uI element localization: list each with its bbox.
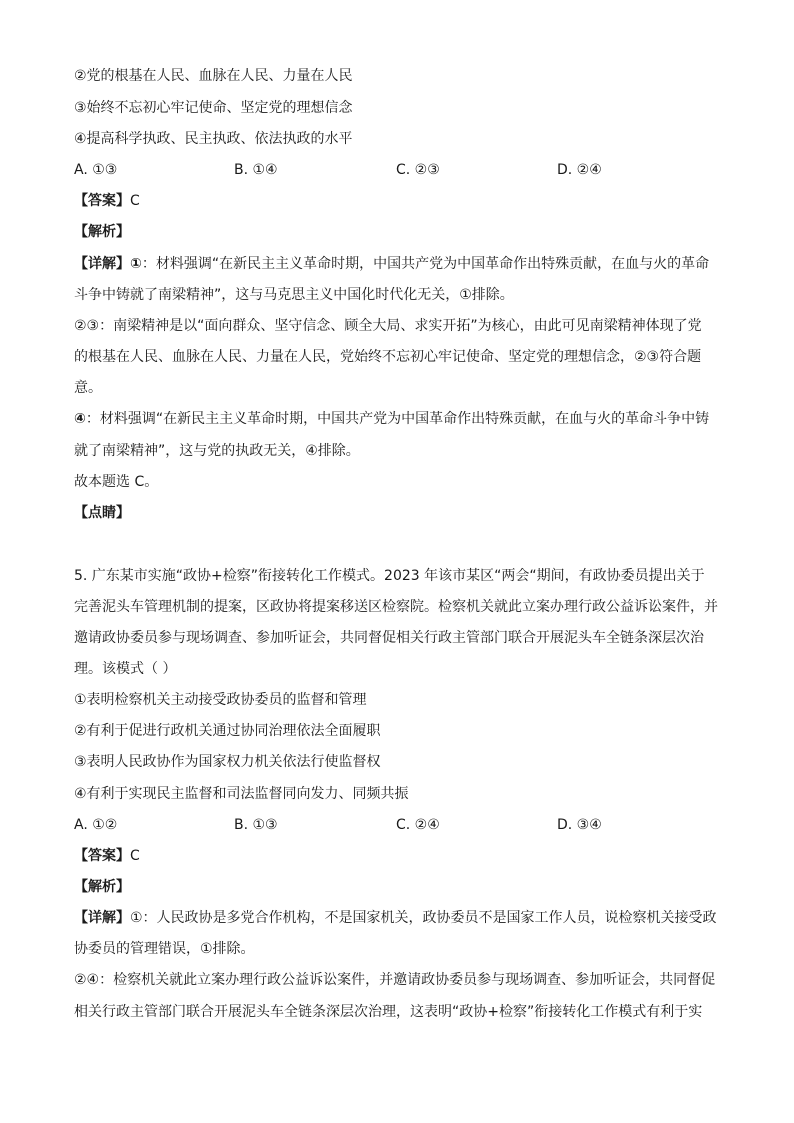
q5-detail-line-2: 协委员的管理错误，①排除。 [74,941,255,957]
q5-option-item-1: ①表明检察机关主动接受政协委员的监督和管理 [74,692,367,708]
q4-detail-line-3: ②③：南梁精神是以“面向群众、坚守信念、顾全大局、求实开拓”为核心，由此可见南梁精神体现了党 [74,318,702,334]
q5-stem-line-4: 理。该模式（ ） [74,661,177,677]
q4-point-tag: 【点睛】 [74,505,130,521]
q5-detail-line-3: ②④：检察机关就此立案办理行政公益诉讼案件，并邀请政协委员参与现场调查、参加听证会，共同督促 [74,972,716,988]
q4-option-item-3: ③始终不忘初心牢记使命、坚定党的理想信念 [74,100,353,116]
q4-detail-line-1 [74,254,709,274]
q5-option-item-4: ④有利于实现民主监督和司法监督同向发力、同频共振 [74,786,409,802]
q4-detail-tag: 【详解】 [74,256,130,272]
q4-answer-value: C [130,193,140,209]
q4-conclusion: 故本题选 C。 [74,474,159,490]
q4-answer-tag: 【答案】 [74,193,130,209]
q5-answer-line [74,846,140,866]
q5-analysis-tag: 【解析】 [74,879,130,895]
q4-answer-line [74,191,140,211]
q5-stem-line-2: 完善泥头车管理机制的提案，区政协将提案移送区检察院。检察机关就此立案办理行政公益诉讼案件，并 [74,599,718,615]
q5-detail-tag: 【详解】 [74,910,130,926]
q5-answer-tag: 【答案】 [74,848,130,864]
q5-detail-line-4: 相关行政主管部门联合开展泥头车全链条深层次治理，这表明“政协+检察”衔接转化工作模式有利于实 [74,1004,703,1020]
q4-analysis-tag: 【解析】 [74,224,130,240]
q4-detail-line-2: 斗争中铸就了南梁精神”，这与马克思主义中国化时代化无关，①排除。 [74,287,514,303]
q4-choice-a: A. ①③ [74,162,118,178]
q5-detail-text-1: ①：人民政协是多党合作机构，不是国家机关，政协委员不是国家工作人员，说检察机关接受政 [130,910,717,926]
q5-stem-line-3: 邀请政协委员参与现场调查、参加听证会，共同督促相关行政主管部门联合开展泥头车全链条深层次治 [74,630,704,646]
q4-detail-lead-4: ④ [74,411,86,427]
q5-answer-value: C [130,848,140,864]
q5-choice-b: B. ①③ [234,817,278,833]
q4-detail-text-1: ：材料强调“在新民主主义革命时期，中国共产党为中国革命作出特殊贡献，在血与火的革命 [141,256,710,272]
q4-choice-b: B. ①④ [234,162,278,178]
q4-choice-d: D. ②④ [557,162,602,178]
q4-option-item-4: ④提高科学执政、民主执政、依法执政的水平 [74,131,353,147]
q5-choice-a: A. ①② [74,817,118,833]
q5-choice-c: C. ②④ [396,817,440,833]
q4-detail-line-7: 就了南梁精神”，这与党的执政无关，④排除。 [74,443,360,459]
q4-detail-line-4: 的根基在人民、血脉在人民、力量在人民，党始终不忘初心牢记使命、坚定党的理想信念，②③符合题 [74,349,702,365]
q4-choice-c: C. ②③ [396,162,440,178]
q5-detail-line-1 [74,908,717,928]
q4-option-item-2: ②党的根基在人民、血脉在人民、力量在人民 [74,68,353,84]
q5-choice-d: D. ③④ [557,817,602,833]
q5-option-item-3: ③表明人民政协作为国家权力机关依法行使监督权 [74,754,381,770]
q4-detail-lead: ① [130,256,142,272]
q4-detail-line-6 [74,409,709,429]
q5-option-item-2: ②有利于促进行政机关通过协同治理依法全面履职 [74,723,381,739]
q4-detail-line-5: 意。 [74,380,102,396]
q4-detail-text-6: ：材料强调“在新民主主义革命时期，中国共产党为中国革命作出特殊贡献，在血与火的革命斗争中铸 [85,411,710,427]
q5-stem-line-1: 5. 广东某市实施“政协+检察”衔接转化工作模式。2023 年该市某区“两会“期间，有政协委员提出关于 [74,568,705,584]
